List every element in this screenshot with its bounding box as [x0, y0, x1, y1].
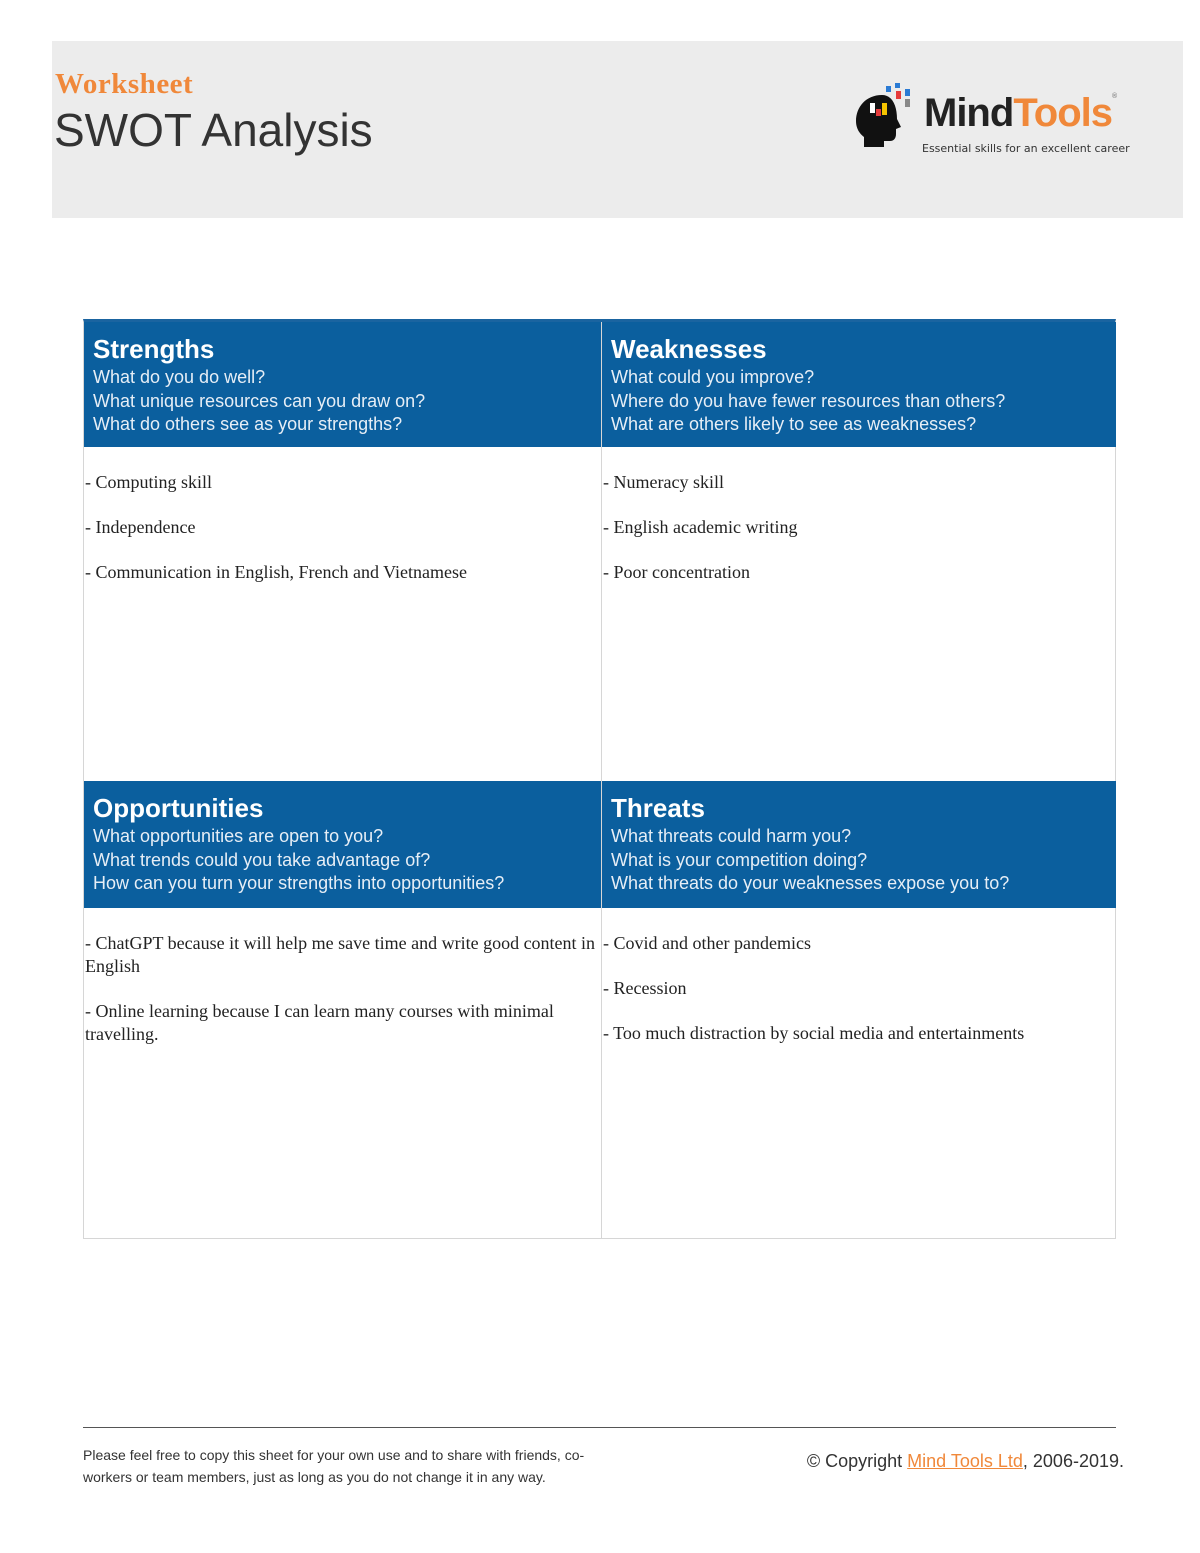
weaknesses-question: What could you improve? — [611, 367, 815, 387]
opportunities-question: What trends could you take advantage of? — [93, 849, 431, 870]
strengths-item: - Computing skill — [85, 472, 213, 492]
opportunities-item: - ChatGPT because it will help me save time and write good content in English — [85, 933, 596, 976]
footer-divider — [83, 1427, 1116, 1428]
strengths-quadrant — [84, 322, 601, 781]
logo-word-mind: Mind — [924, 91, 1014, 135]
threats-item: - Covid and other pandemics — [603, 933, 811, 953]
logo-word-tools: Tools — [1013, 91, 1113, 135]
threats-body[interactable] — [602, 908, 1116, 1045]
opportunities-header — [84, 781, 601, 908]
weaknesses-question: What are others likely to see as weaknesses? — [611, 414, 977, 434]
weaknesses-item: - Poor concentration — [603, 562, 750, 582]
mindtools-link[interactable]: Mind Tools Ltd — [907, 1451, 1023, 1471]
strengths-title: Strengths — [93, 334, 215, 364]
swot-grid — [83, 319, 1116, 1239]
strengths-body[interactable] — [84, 447, 601, 584]
opportunities-question: What opportunities are open to you? — [93, 826, 384, 846]
weaknesses-question: Where do you have fewer resources than others? — [611, 390, 1006, 411]
strengths-item: - Independence — [85, 517, 196, 537]
threats-item: - Recession — [603, 978, 687, 998]
opportunities-item: - Online learning because I can learn many courses with minimal travelling. — [85, 1001, 554, 1044]
footer-note: Please feel free to copy this sheet for your own use and to share with friends, co-workers or team members, just as long as you do not change it in any way. — [83, 1447, 585, 1485]
header-band — [52, 41, 1183, 218]
threats-item: - Too much distraction by social media and entertainments — [603, 1023, 1025, 1043]
strengths-header — [84, 322, 601, 447]
weaknesses-quadrant — [601, 322, 1116, 781]
worksheet-label: Worksheet — [55, 68, 194, 100]
threats-title: Threats — [611, 793, 705, 823]
threats-question: What threats do your weaknesses expose you to? — [611, 873, 1010, 893]
logo-registered-mark: ® — [1112, 93, 1117, 100]
threats-question: What is your competition doing? — [611, 849, 868, 870]
page-title: SWOT Analysis — [54, 104, 373, 156]
strengths-question: What do you do well? — [93, 367, 266, 387]
copyright-prefix: © Copyright — [806, 1451, 908, 1471]
weaknesses-header — [602, 322, 1116, 447]
weaknesses-body[interactable] — [602, 447, 1116, 584]
strengths-question: What do others see as your strengths? — [93, 414, 403, 434]
opportunities-body[interactable] — [84, 908, 601, 1046]
copyright-suffix: , 2006-2019. — [1022, 1451, 1124, 1471]
threats-question: What threats could harm you? — [611, 826, 852, 846]
opportunities-title: Opportunities — [93, 793, 264, 823]
weaknesses-title: Weaknesses — [611, 334, 767, 364]
threats-quadrant — [601, 781, 1116, 1239]
copyright-notice — [807, 1451, 1124, 1472]
threats-header — [602, 781, 1116, 908]
opportunities-quadrant — [84, 781, 601, 1239]
strengths-question: What unique resources can you draw on? — [93, 390, 426, 411]
weaknesses-item: - English academic writing — [603, 517, 798, 537]
strengths-item: - Communication in English, French and Vietnamese — [85, 562, 468, 582]
weaknesses-item: - Numeracy skill — [603, 472, 724, 492]
mindtools-logo — [852, 81, 1152, 161]
head-logo-icon — [852, 81, 922, 153]
logo-wordmark — [924, 93, 1116, 133]
opportunities-question: How can you turn your strengths into opportunities? — [93, 873, 505, 893]
logo-tagline: Essential skills for an excellent career — [922, 142, 1130, 155]
